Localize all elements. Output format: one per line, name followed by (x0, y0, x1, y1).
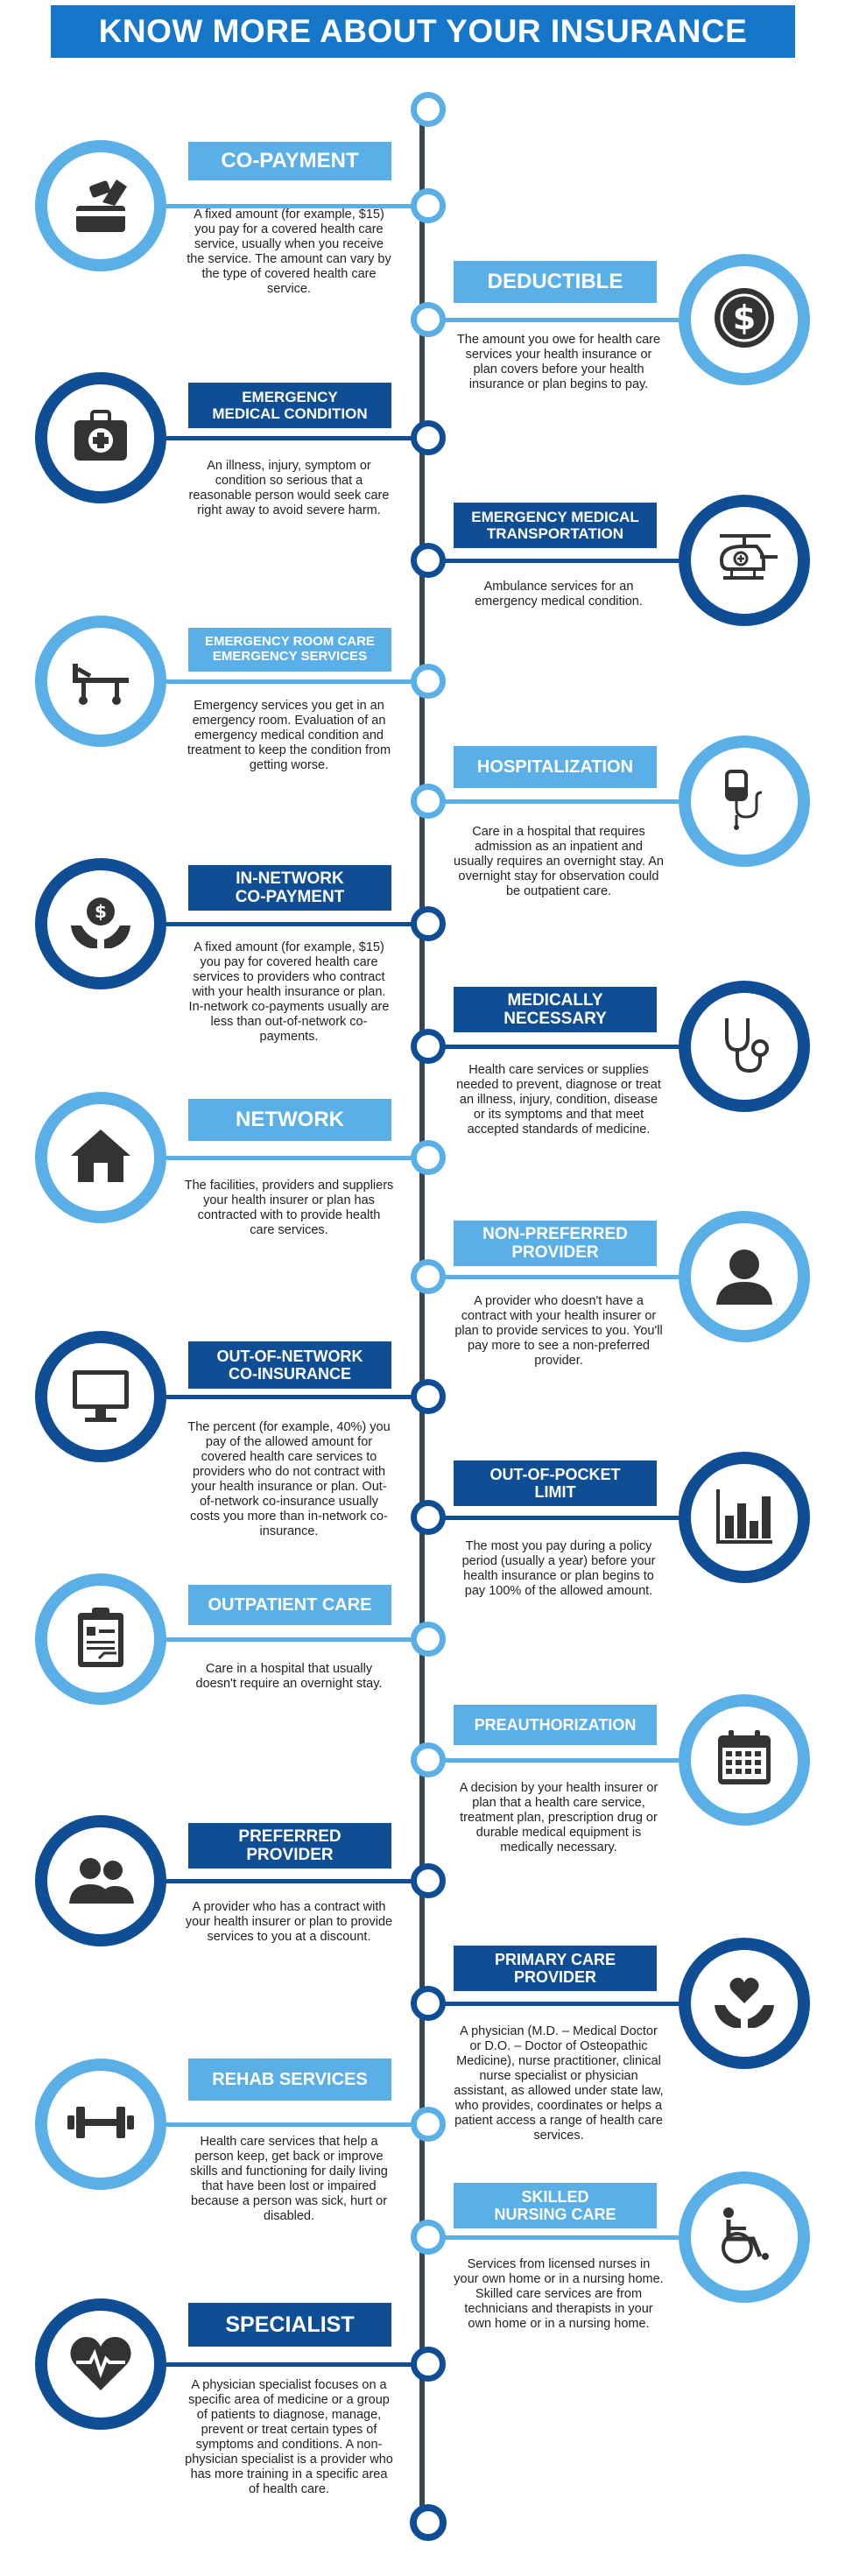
term-label: MEDICALLY NECESSARY (454, 987, 657, 1032)
term-label: NON-PREFERRED PROVIDER (454, 1221, 657, 1266)
connector-line (422, 2235, 687, 2240)
connector-line (422, 799, 687, 804)
icon-circle (35, 2298, 166, 2430)
connector-line (422, 318, 687, 322)
icon-circle (679, 254, 810, 385)
timeline-end-node (410, 2504, 447, 2541)
connector-line (158, 436, 422, 440)
timeline-node (411, 1622, 446, 1657)
term-label: EMERGENCY MEDICAL TRANSPORTATION (454, 503, 657, 548)
dumbbell-icon (64, 2086, 137, 2164)
term-label: HOSPITALIZATION (454, 746, 657, 788)
icon-circle (679, 981, 810, 1112)
term-description: An illness, injury, symptom or condition so serious that a reasonable person would seek care right away to avoid severe harm. (188, 459, 390, 517)
icon-circle (35, 140, 166, 271)
icon-circle (679, 495, 810, 626)
term-label: PREFERRED PROVIDER (188, 1823, 391, 1869)
monitor-icon (64, 1358, 137, 1436)
icon-circle (679, 1694, 810, 1826)
timeline-node (411, 1986, 446, 2021)
icon-circle (679, 735, 810, 867)
timeline-node (411, 1379, 446, 1414)
timeline-node (411, 2347, 446, 2382)
wheelchair-icon (708, 2199, 781, 2277)
term-label: PRIMARY CARE PROVIDER (454, 1946, 657, 1991)
timeline-node (411, 1500, 446, 1535)
timeline-node (411, 664, 446, 699)
term-description: Care in a hospital that requires admission as an inpatient and usually requires an overnight stay. An overnight stay for observation could be outpatient care. (454, 825, 664, 898)
connector-line (158, 1637, 422, 1642)
bar-chart-icon (708, 1479, 781, 1557)
connector-line (422, 2002, 687, 2006)
term-description: The facilities, providers and suppliers your health insurer or plan has contracted with to provide health care services. (184, 1179, 394, 1237)
connector-line (158, 1395, 422, 1399)
timeline-line (419, 110, 425, 2523)
icon-circle (35, 1573, 166, 1705)
term-description: Health care services that help a person keep, get back or improve skills and functioning for daily living that have been lost or impaired because a person was sick, hurt or disabled. (190, 2135, 388, 2223)
timeline-node (411, 906, 446, 941)
hands-dollar-icon (64, 885, 137, 963)
timeline-node (411, 2107, 446, 2142)
term-label: NETWORK (188, 1099, 391, 1141)
term-label: EMERGENCY ROOM CARE EMERGENCY SERVICES (188, 628, 391, 672)
term-description: The most you pay during a policy period (usually a year) before your health insurance or plan begins to pay 100% of the allowed amount. (461, 1539, 656, 1598)
term-label: EMERGENCY MEDICAL CONDITION (188, 383, 391, 428)
term-description: A fixed amount (for example, $15) you pay for covered health care services to providers who contract with your health insurance or plan. In-network co-payments usually are less than out-of-network co-payments. (188, 940, 390, 1044)
connector-line (158, 679, 422, 684)
term-description: Emergency services you get in an emergency room. Evaluation of an emergency medical condition and treatment to keep the condition from getting worse. (187, 699, 391, 772)
connector-line (422, 1045, 687, 1049)
term-description: Care in a hospital that usually doesn't require an overnight stay. (195, 1662, 383, 1691)
icon-circle (679, 1211, 810, 1342)
icon-circle (679, 1452, 810, 1583)
icon-circle (35, 372, 166, 503)
icon-circle (35, 1815, 166, 1946)
timeline-node (411, 1140, 446, 1175)
term-description: A provider who has a contract with your health insurer or plan to provide services to you at a discount. (185, 1900, 393, 1944)
icon-circle (35, 1331, 166, 1462)
connector-line (422, 559, 687, 563)
connector-line (158, 1879, 422, 1883)
clipboard-icon (64, 1601, 137, 1679)
timeline-node (411, 1863, 446, 1898)
icon-circle (35, 858, 166, 989)
timeline-node (411, 543, 446, 578)
term-label: SPECIALIST (188, 2303, 391, 2347)
dollar-coin-icon (708, 281, 781, 359)
icon-circle (35, 616, 166, 747)
term-description: The amount you owe for health care services your health insurance or plan covers before your health insurance or plan begins to pay. (456, 333, 661, 391)
connector-line (158, 1156, 422, 1160)
connector-line (158, 2122, 422, 2127)
icon-circle (679, 2171, 810, 2303)
term-label: OUTPATIENT CARE (188, 1585, 391, 1625)
first-aid-kit-icon (64, 399, 137, 477)
hands-heart-icon (708, 1965, 781, 2043)
timeline-start-node (411, 92, 446, 127)
timeline-node (411, 2220, 446, 2255)
term-description: A fixed amount (for example, $15) you pay for a covered health care service, usually when you receive the service. The amount can vary by the type of covered health care service. (187, 208, 391, 296)
house-icon (64, 1119, 137, 1197)
page-title: KNOW MORE ABOUT YOUR INSURANCE (51, 5, 795, 58)
term-label: IN-NETWORK CO-PAYMENT (188, 865, 391, 911)
connector-line (422, 1758, 687, 1763)
timeline-node (411, 1742, 446, 1777)
term-description: A physician specialist focuses on a specific area of medicine or a group of patients to diagnose, manage, prevent or treat certain types of symptoms and conditions. A non-physician specialist is a provider who has more training in a specific area of health care. (185, 2378, 393, 2496)
svg-text:$: $ (95, 900, 107, 922)
connector-line (158, 2362, 422, 2367)
iv-drip-icon (708, 763, 781, 841)
icon-circle (35, 2059, 166, 2190)
connector-line (422, 1275, 687, 1279)
svg-text:$: $ (732, 298, 757, 337)
connector-line (422, 1516, 687, 1520)
icon-circle (35, 1092, 166, 1223)
term-label: OUT-OF-POCKET LIMIT (454, 1460, 657, 1506)
people-icon (64, 1842, 137, 1920)
stethoscope-icon (708, 1008, 781, 1086)
timeline-node (411, 188, 446, 223)
calendar-icon (708, 1721, 781, 1799)
timeline-node (411, 1259, 446, 1294)
timeline-node (411, 420, 446, 455)
timeline-node (411, 784, 446, 819)
term-label: OUT-OF-NETWORK CO-INSURANCE (188, 1341, 391, 1389)
helicopter-icon (708, 522, 781, 600)
term-description: A physician (M.D. – Medical Doctor or D.O. – Doctor of Osteopathic Medicine), nurse practitioner, clinical nurse specialist or physician assistant, as allowed under state law, who provides, coordinates or helps a patient access a range of health care services. (454, 2024, 664, 2143)
term-description: Ambulance services for an emergency medical condition. (475, 580, 643, 609)
connector-line (158, 922, 422, 926)
term-label: PREAUTHORIZATION (454, 1705, 657, 1745)
term-description: The percent (for example, 40%) you pay of the allowed amount for covered health care services to providers who do not contract with your health insurance or plan. Out-of-network co-insurance usually costs you more than in-network co-insurance. (187, 1420, 391, 1538)
heart-pulse-icon (64, 2326, 137, 2404)
icon-circle (679, 1938, 810, 2069)
timeline-node (411, 1029, 446, 1064)
timeline-node (411, 302, 446, 337)
term-label: REHAB SERVICES (188, 2059, 391, 2101)
term-description: A provider who doesn't have a contract with your health insurer or plan to provide services to you. You'll pay more to see a non-preferred provider. (454, 1294, 663, 1368)
term-label: SKILLED NURSING CARE (454, 2183, 657, 2228)
payment-card-icon (64, 167, 137, 245)
term-label: DEDUCTIBLE (454, 261, 657, 303)
stretcher-icon (64, 643, 137, 721)
term-label: CO-PAYMENT (188, 142, 391, 180)
term-description: Services from licensed nurses in your own home or in a nursing home. Skilled care services are from technicians and therapists in your own home or in a nursing home. (454, 2257, 664, 2331)
term-description: Health care services or supplies needed to prevent, diagnose or treat an illness, injury, condition, disease or its symptoms and that meet accepted standards of medicine. (456, 1063, 661, 1137)
term-description: A decision by your health insurer or plan that a health care service, treatment plan, prescription drug or durable medical equipment is medically necessary. (459, 1781, 658, 1855)
person-icon (708, 1238, 781, 1316)
